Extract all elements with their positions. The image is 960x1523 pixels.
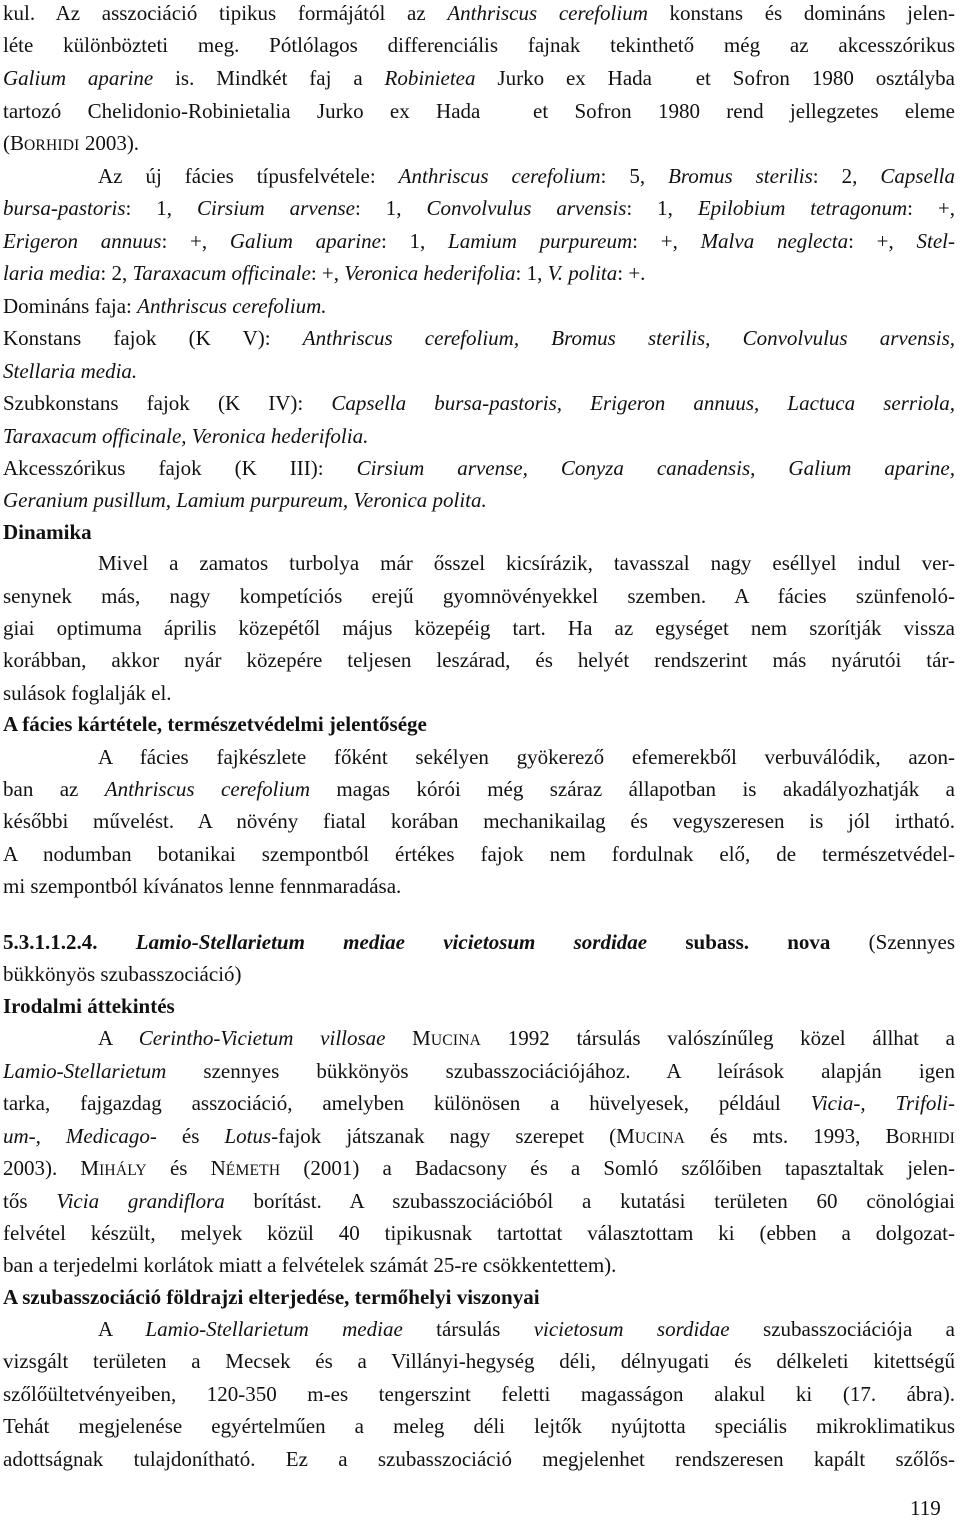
text-line: kul. Az asszociáció tipikus formájától az Anthriscus cerefolium konstans és domináns jelen-: [3, 1, 955, 25]
text-line: Mivel a zamatos turbolya már ősszel kicsírázik, tavasszal nagy eséllyel indul ver-: [98, 551, 955, 575]
text-line: Lamio-Stellarietum szennyes bükkönyös szubasszociációjához. A leírások alapján igen: [3, 1059, 955, 1083]
text-line: vizsgált területen a Mecsek és a Villányi-hegység déli, délnyugati és délkeleti kitettségű: [3, 1349, 955, 1373]
text-line: A Lamio-Stellarietum mediae társulás vicietosum sordidae szubasszociációja a: [98, 1317, 955, 1341]
text-line: Az új fácies típusfelvétele: Anthriscus cerefolium: 5, Bromus sterilis: 2, Capsella: [98, 164, 955, 188]
text-line: szőlőültetvényeiben, 120-350 m-es tengerszint feletti magasságon alakul ki (17. ábra).: [3, 1382, 955, 1406]
text-line: Galium aparine is. Mindkét faj a Robinietea Jurko ex Hada et Sofron 1980 osztályba: [3, 66, 956, 90]
text-line: tős Vicia grandiflora borítást. A szubasszociációból a kutatási területen 60 cönológiai: [3, 1189, 956, 1213]
text-line: senynek más, nagy kompetíciós erejű gyomnövényekkel szemben. A fácies szünfenoló-: [3, 584, 955, 608]
text-line: ban a terjedelmi korlátok miatt a felvételek számát 25-re csökkentettem).: [3, 1253, 617, 1277]
text-line: Tehát megjelenése egyértelműen a meleg déli lejtők nyújtotta speciális mikroklimatikus: [3, 1414, 955, 1438]
subsection-title: 5.3.1.1.2.4. Lamio-Stellarietum mediae vicietosum sordidae subass. nova (Szennyes: [3, 930, 955, 954]
text-line: laria media: 2, Taraxacum officinale: +, Veronica hederifolia: 1, V. polita: +.: [3, 261, 646, 285]
text-line: adottságnak tulajdonítható. Ez a szubasszociáció megjelenhet rendszeresen kapált szőlős-: [3, 1447, 955, 1471]
text-line: 2003). MIHÁLY és NÉMETH (2001) a Badacsony és a Somló szőlőiben tapasztaltak jelen-: [3, 1156, 955, 1180]
section-heading-dinamika: Dinamika: [3, 520, 92, 544]
text-line: Stellaria media.: [3, 359, 138, 383]
text-line: mi szempontból kívánatos lenne fennmaradása.: [3, 874, 402, 898]
page-number: 119: [910, 1496, 941, 1520]
text-line: giai optimuma április közepétől május közepéig tart. Ha az egységet nem szorítják vissza: [3, 616, 955, 640]
text-line: (BORHIDI 2003).: [3, 131, 140, 155]
text-line: sulások foglalják el.: [3, 681, 172, 705]
text-line: um-, Medicago- és Lotus-fajok játszanak nagy szerepet (MUCINA és mts. 1993, BORHIDI: [3, 1124, 956, 1148]
text-line: felvétel készült, melyek közül 40 tipikusnak tartottat választottam ki (ebben a dolgozat-: [3, 1221, 955, 1245]
text-line: léte különbözteti meg. Pótlólagos differenciális fajnak tekinthető még az akcesszórikus: [3, 33, 955, 57]
text-line: bursa-pastoris: 1, Cirsium arvense: 1, Convolvulus arvensis: 1, Epilobium tetragonum: +,: [3, 196, 956, 220]
text-line: Geranium pusillum, Lamium purpureum, Veronica polita.: [3, 488, 487, 512]
text-line: ban az Anthriscus cerefolium magas kórói még száraz állapotban is akadályozhatják a: [3, 777, 956, 801]
section-heading-distribution: A szubasszociáció földrajzi elterjedése, termőhelyi viszonyai: [3, 1285, 540, 1309]
text-line: Szubkonstans fajok (K IV): Capsella bursa-pastoris, Erigeron annuus, Lactuca serriola,: [3, 391, 955, 415]
text-line: korábban, akkor nyár közepére teljesen leszárad, és helyét rendszerint más nyárutói tár-: [3, 648, 955, 672]
text-line: A nodumban botanikai szempontból értékes fajok nem fordulnak elő, de természetvédel-: [3, 842, 955, 866]
section-heading-fact-damage: A fácies kártétele, természetvédelmi jelentősége: [3, 712, 427, 736]
section-heading-literature: Irodalmi áttekintés: [3, 994, 175, 1018]
text-line: A Cerintho-Vicietum villosae MUCINA 1992 társulás valószínűleg közel állhat a: [98, 1026, 955, 1050]
text-line: Konstans fajok (K V): Anthriscus cerefolium, Bromus sterilis, Convolvulus arvensis,: [3, 326, 955, 350]
text-line: Akcesszórikus fajok (K III): Cirsium arvense, Conyza canadensis, Galium aparine,: [3, 456, 955, 480]
text-line: tarka, fajgazdag asszociáció, amelyben különösen a hüvelyesek, például Vicia-, Trifoli-: [3, 1091, 955, 1115]
text-line: A fácies fajkészlete főként sekélyen gyökerező efemerekből verbuválódik, azon-: [98, 745, 955, 769]
text-line: tartozó Chelidonio-Robinietalia Jurko ex Hada et Sofron 1980 rend jellegzetes eleme: [3, 99, 955, 123]
text-line: későbbi művelést. A növény fiatal korában mechanikailag és vegyszeresen is jól irtható.: [3, 809, 955, 833]
text-line: Erigeron annuus: +, Galium aparine: 1, Lamium purpureum: +, Malva neglecta: +, Stel-: [3, 229, 955, 253]
text-line: Taraxacum officinale, Veronica hederifolia.: [3, 424, 369, 448]
text-line: bükkönyös szubasszociáció): [3, 962, 242, 986]
text-line: Domináns faja: Anthriscus cerefolium.: [3, 294, 327, 318]
